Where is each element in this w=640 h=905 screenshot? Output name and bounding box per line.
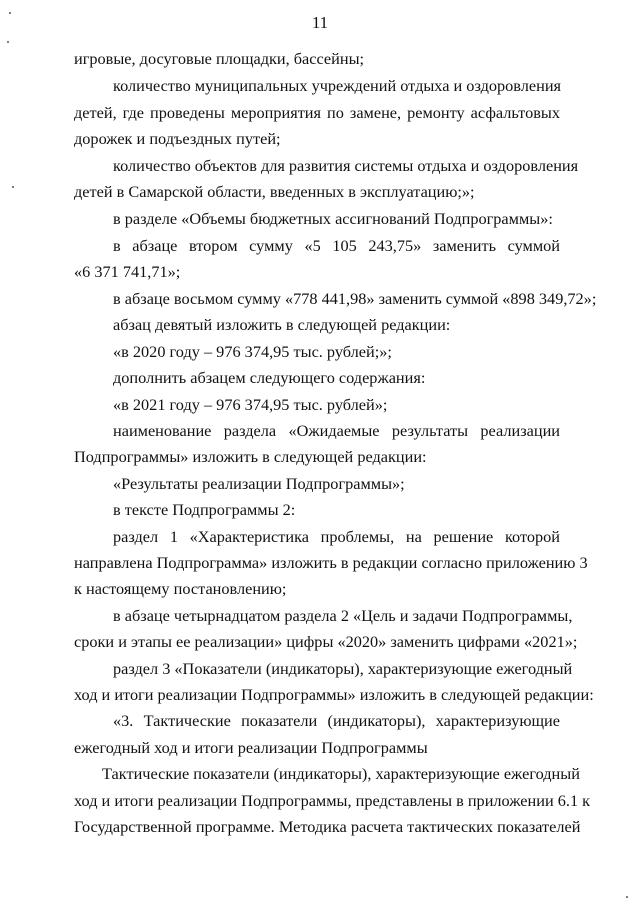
text-line: количество муниципальных учреждений отдыха и оздоровления xyxy=(113,76,562,95)
text-line: «в 2020 году – 976 374,95 тыс. рублей;»; xyxy=(113,342,392,361)
text-line: наименование раздела «Ожидаемые результаты реализации xyxy=(113,421,560,440)
page-number: 11 xyxy=(311,13,329,32)
text-line: к настоящему постановлению; xyxy=(74,579,287,598)
text-line: Подпрограммы» изложить в следующей редакции: xyxy=(74,447,427,466)
text-line: направлена Подпрограмма» изложить в редакции согласно приложению 3 xyxy=(74,553,588,572)
text-line: дополнить абзацем следующего содержания: xyxy=(113,368,426,387)
text-line: абзац девятый изложить в следующей редакции: xyxy=(113,315,451,334)
text-line: количество объектов для развития системы отдыха и оздоровления xyxy=(113,156,579,175)
scan-speck xyxy=(626,896,628,898)
text-line: «Результаты реализации Подпрограммы»; xyxy=(113,474,405,493)
text-line: сроки и этапы ее реализации» цифры «2020» заменить цифрами «2021»; xyxy=(74,632,578,651)
scan-speck xyxy=(7,41,9,43)
text-line: детей, где проведены мероприятия по замене, ремонту асфальтовых xyxy=(74,103,560,122)
text-line: раздел 3 «Показатели (индикаторы), характеризующие ежегодный xyxy=(113,659,573,678)
text-line: ход и итоги реализации Подпрограммы, представлены в приложении 6.1 к xyxy=(74,791,591,810)
text-line: игровые, досуговые площадки, бассейны; xyxy=(74,49,365,68)
text-line: дорожек и подъездных путей; xyxy=(74,129,281,148)
text-line: в тексте Подпрограммы 2: xyxy=(113,500,296,519)
text-line: ежегодный ход и итоги реализации Подпрограммы xyxy=(74,738,428,757)
text-line: Тактические показатели (индикаторы), характеризующие ежегодный xyxy=(102,764,580,783)
text-line: «6 371 741,71»; xyxy=(74,262,181,281)
scan-speck xyxy=(12,186,14,188)
text-line: Государственной программе. Методика расчета тактических показателей xyxy=(74,817,581,836)
text-line: раздел 1 «Характеристика проблемы, на решение которой xyxy=(113,527,560,546)
text-line: «3. Тактические показатели (индикаторы), характеризующие xyxy=(113,711,560,730)
text-line: «в 2021 году – 976 374,95 тыс. рублей»; xyxy=(113,395,388,414)
text-line: в абзаце восьмом сумму «778 441,98» заменить суммой «898 349,72»; xyxy=(113,289,597,308)
text-line: детей в Самарской области, введенных в эксплуатацию;»; xyxy=(74,182,475,201)
text-line: в разделе «Объемы бюджетных ассигнований Подпрограммы»: xyxy=(113,209,553,228)
scan-speck xyxy=(9,12,11,14)
text-line: ход и итоги реализации Подпрограммы» изложить в следующей редакции: xyxy=(74,685,594,704)
text-line: в абзаце четырнадцатом раздела 2 «Цель и задачи Подпрограммы, xyxy=(113,606,573,625)
text-line: в абзаце втором сумму «5 105 243,75» заменить суммой xyxy=(113,236,560,255)
